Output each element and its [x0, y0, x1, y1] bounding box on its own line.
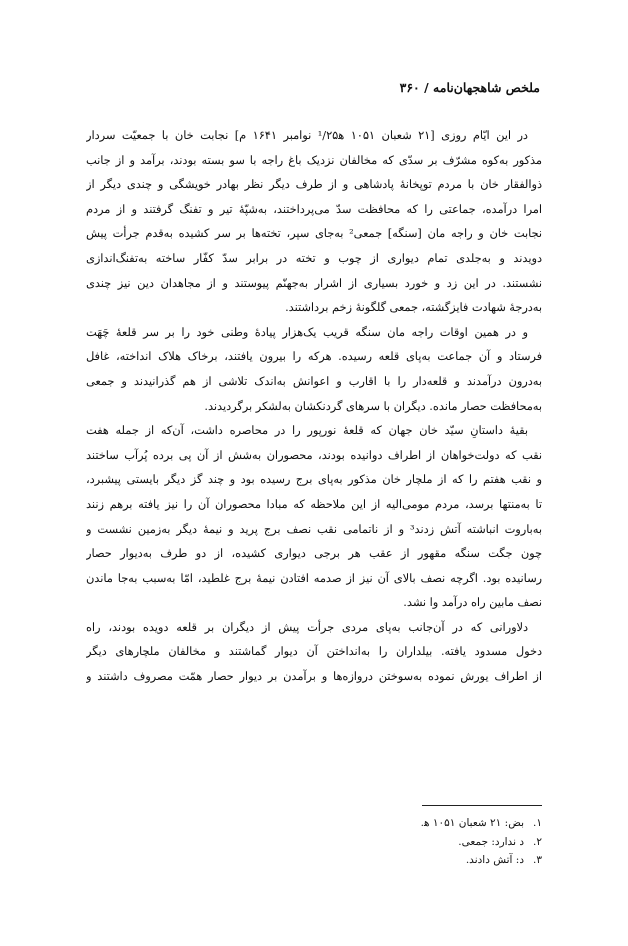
text-line: به‌باروت انباشته آتش زدند³ و از ناتمامی نقب نصف برج پرید و نیمۀ دیگر به‌زمین نشست و	[86, 522, 542, 536]
text-line: و نقب هفتم را که از ملچار خان مذکور به‌پای برج رسیده بود و چند گز دیگر بایستی پیشبرد،	[86, 473, 542, 487]
footnote	[421, 851, 542, 870]
footnote-text: بض: ۲۱ شعبان ۱۰۵۱ ه‍.	[420, 817, 524, 829]
footnote	[421, 833, 542, 852]
text-line: دویدند و به‌جلدی تمام دیواری از چوب و تخته در برابر سدّ کفّار ساخته به‌تفنگ‌اندازی	[86, 251, 542, 265]
footnote-text: د: آتش دادند.	[465, 854, 524, 867]
footnote-number: ۲.	[533, 835, 542, 848]
running-head: ملخص شاهجهان‌نامه / ۳۶۰	[399, 80, 540, 95]
body-text	[86, 124, 542, 690]
text-line: و در همین اوقات راجه مان سنگه قریب یک‌هزار پیادۀ وطنی خود را بر سر قلعۀ چَهَت	[86, 325, 528, 339]
text-line: چون جگت سنگه مقهور از عقب هر برجی دیواری کشیده، از دو طرف به‌دیوار حصار	[86, 547, 542, 561]
text-line: دخول مسدود یافته. بیلداران را به‌انداختن آن دیوار گماشتند و مخالفان ملچارهای دیگر	[86, 645, 542, 659]
text-line: ذوالفقار خان با مردم توپخانۀ پادشاهی و از طرف دیگر نظر بهادر خویشگی و چندی دیگر از	[86, 178, 542, 192]
text-line: امرا درآمده، جماعتی را که محافظت سدّ می‌پرداختند، به‌شپّۀ تیر و تفنگ گرفتند و از مردم	[86, 202, 542, 216]
text-line: تا به‌منتها برسد، مردم مومی‌الیه از این ملاحظه که مبادا محصوران آن را نیز یافته برهم زنند	[86, 497, 542, 511]
text-line: به‌محافظت حصار مانده. دیگران با سرهای گردنکشان به‌لشکر برگردیدند.	[204, 399, 542, 413]
text-line: به‌درون درآمدند و قلعه‌دار را با اقارب و اعوانش به‌اندک تلاشی از هم گذرانیدند و جمعی	[86, 374, 542, 388]
footnotes	[421, 814, 542, 870]
text-line: مذکور به‌کوه مشرّف بر سدّی که مخالفان نزدیک باغ راجه با سو بسته بودند، برآمد و از جانب	[86, 153, 542, 167]
text-line: بقیۀ داستانِ سیّد خان جهان که قلعۀ نورپور را در محاصره داشت، آن‌که از جمله هفت	[86, 424, 528, 438]
text-line: دلاورانی که در آن‌جانب به‌پای مردی جرأت پیش از دیگران بر قلعه دویده بودند، راه	[86, 620, 528, 634]
text-line: فرستاد و آن جماعت به‌پای قلعه رسیده. هرکه را بیرون یافتند، برخاک هلاک انداخته، غافل	[86, 350, 542, 364]
text-line: به‌درجۀ شهادت فایزگشته، جمعی گلگونۀ زخم برداشتند.	[285, 301, 542, 315]
text-line: نشستند. در این زد و خورد بسیاری از اشرار به‌جهنّم پیوستند و از مجاهدان دین نیز چندی	[86, 276, 542, 290]
footnote-number: ۱.	[533, 817, 542, 829]
footnote-number: ۳.	[533, 854, 542, 867]
text-line: از اطراف یورش نموده به‌سوختن دروازه‌ها و برآمدن بر دیوار حصار همّت مصروف داشتند و	[86, 670, 542, 684]
text-line: نجابت خان و راجه مان [سنگه] جمعی² به‌جای سپر، تخته‌ها بر سر کشیده به‌قدم جرأت پیش	[86, 227, 542, 241]
text-line: نصف مابین راه درآمد وا نشد.	[403, 596, 542, 610]
text-line: نقب که دولت‌خواهان از اطراف دوانیده بودند، محصوران به‌شش از آن پی برده پُرآب ساختند	[86, 448, 542, 462]
footnote-divider	[422, 805, 542, 806]
footnote	[421, 814, 542, 833]
text-line: رسانیده بود. اگرچه نصف بالای آن نیز از صدمه افتادن نیمۀ برج غلطید، امّا به‌سبب به‌جا ماندن	[86, 571, 542, 585]
text-line: در این ایّام روزی [۲۱ شعبان ۱۰۵۱ ه‍¹/۲۵ نوامبر ۱۶۴۱ م] نجابت خان با جمعیّت سردار	[86, 129, 528, 142]
footnote-text: د ندارد: جمعی.	[458, 835, 524, 848]
